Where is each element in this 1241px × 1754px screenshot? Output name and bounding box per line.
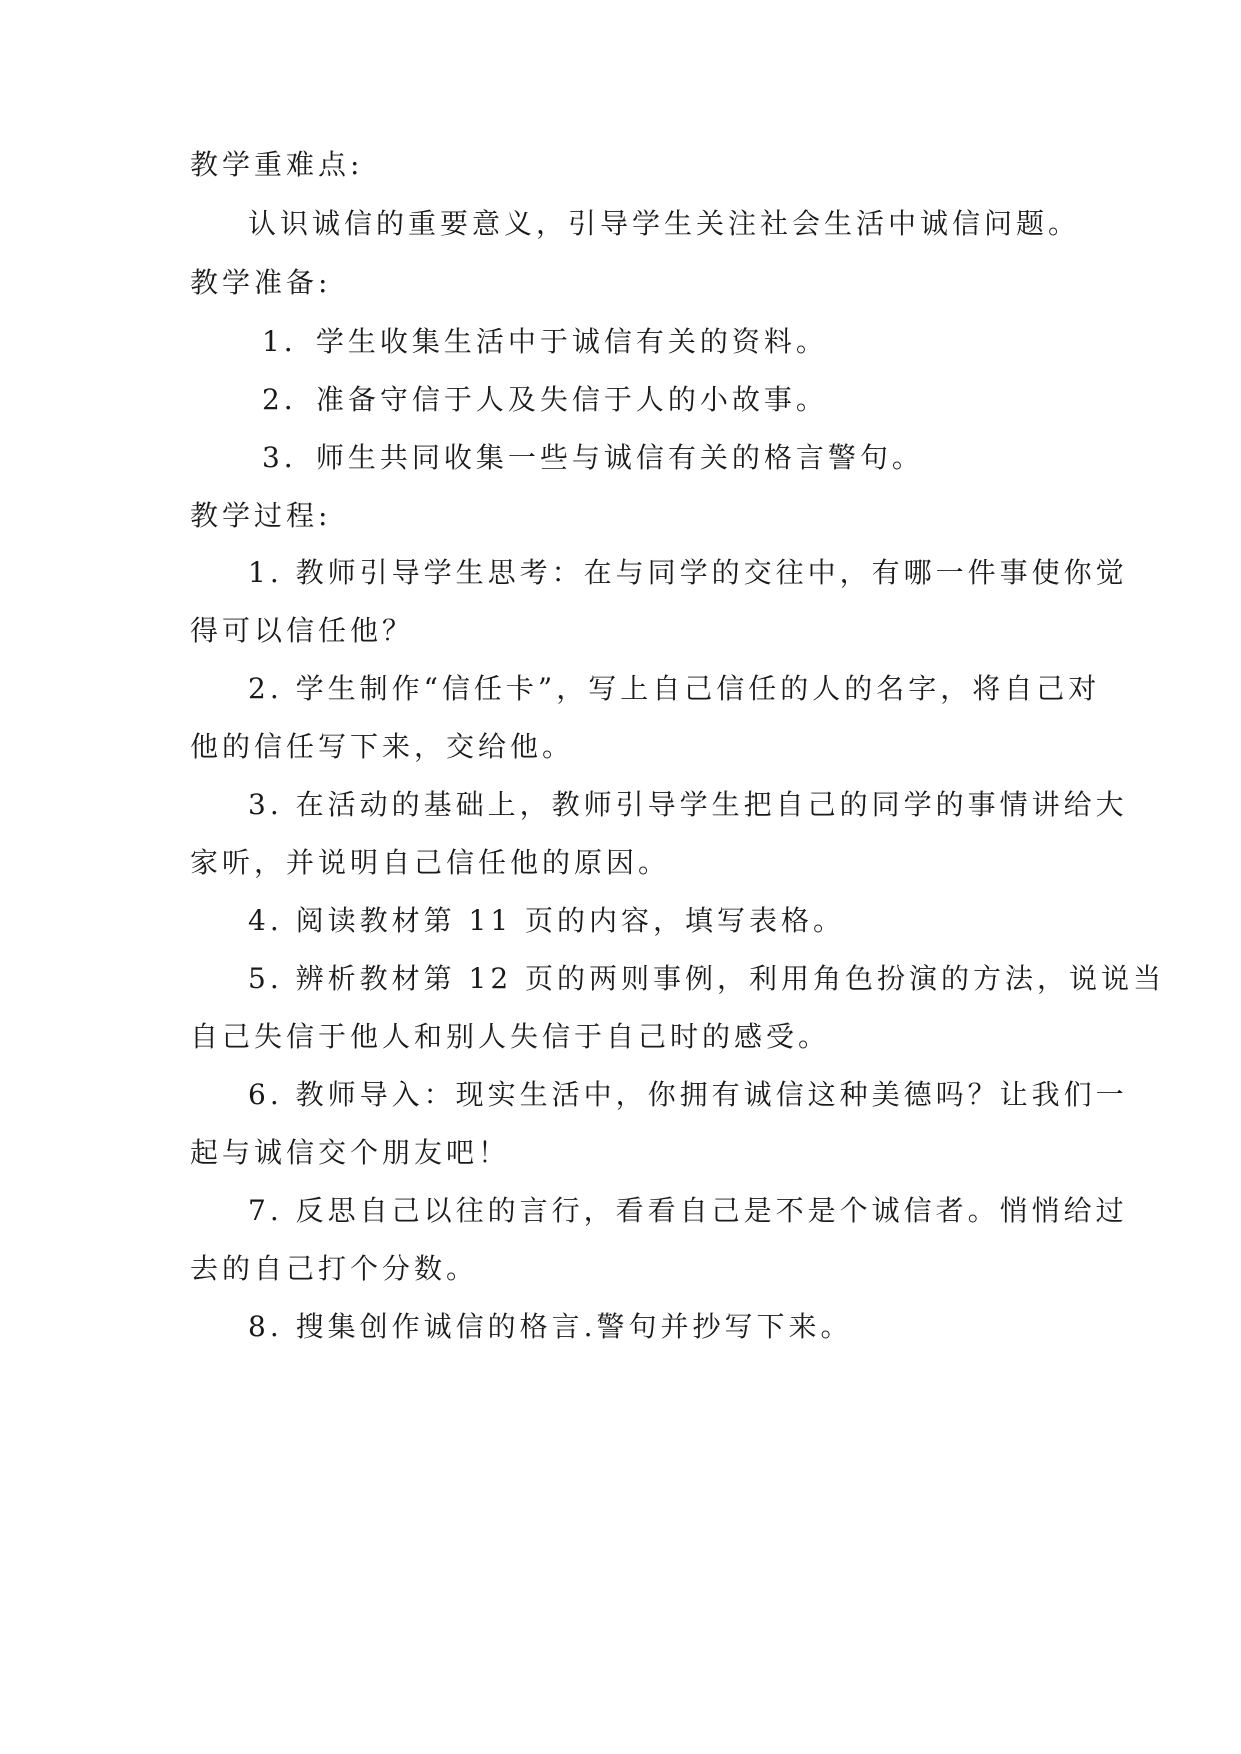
process-step-6-line1: 6. 教师导入：现实生活中，你拥有诚信这种美德吗？让我们一 xyxy=(248,1078,1128,1111)
process-step-2-line2: 他的信任写下来，交给他。 xyxy=(190,730,575,763)
preparation-item-1: 1．学生收集生活中于诚信有关的资料。 xyxy=(262,325,828,358)
preparation-item-2: 2．准备守信于人及失信于人的小故事。 xyxy=(262,383,828,416)
process-step-1-line2: 得可以信任他？ xyxy=(190,614,415,647)
process-step-5-line2: 自己失信于他人和别人失信于自己时的感受。 xyxy=(190,1020,831,1053)
process-step-3-line1: 3. 在活动的基础上，教师引导学生把自己的同学的事情讲给大 xyxy=(248,788,1128,821)
key-points-text: 认识诚信的重要意义，引导学生关注社会生活中诚信问题。 xyxy=(248,207,1081,240)
process-heading: 教学过程: xyxy=(190,499,332,532)
process-step-1-line1: 1. 教师引导学生思考：在与同学的交往中，有哪一件事使你觉 xyxy=(248,556,1128,589)
preparation-heading: 教学准备: xyxy=(190,266,332,299)
process-step-6-line2: 起与诚信交个朋友吧！ xyxy=(190,1136,511,1169)
process-step-5-line1: 5. 辨析教材第 12 页的两则事例，利用角色扮演的方法，说说当 xyxy=(248,962,1166,995)
process-step-7-line2: 去的自己打个分数。 xyxy=(190,1252,479,1285)
process-step-4: 4. 阅读教材第 11 页的内容，填写表格。 xyxy=(248,904,846,937)
key-points-heading: 教学重难点: xyxy=(190,148,364,181)
process-step-8: 8. 搜集创作诚信的格言.警句并抄写下来。 xyxy=(248,1310,853,1343)
process-step-2-line1: 2. 学生制作“信任卡”，写上自己信任的人的名字，将自己对 xyxy=(248,672,1101,705)
process-step-7-line1: 7. 反思自己以往的言行，看看自己是不是个诚信者。悄悄给过 xyxy=(248,1194,1128,1227)
preparation-item-3: 3．师生共同收集一些与诚信有关的格言警句。 xyxy=(262,441,924,474)
process-step-3-line2: 家听，并说明自己信任他的原因。 xyxy=(190,846,671,879)
